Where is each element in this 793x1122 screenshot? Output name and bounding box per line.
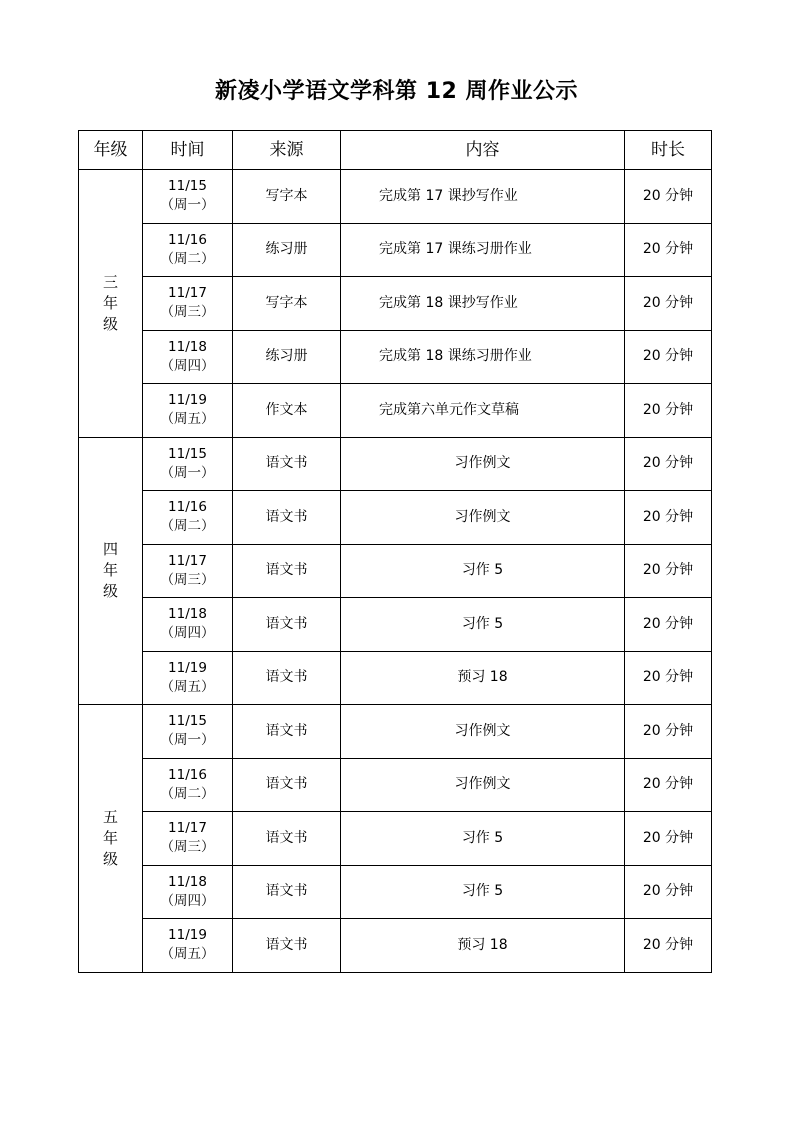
weekday-text: （周一） [160, 732, 215, 749]
date-cell [143, 865, 233, 919]
date-cell [143, 491, 233, 545]
grade-cell [79, 705, 143, 973]
weekday-text: （周二） [160, 518, 215, 535]
source-cell: 语文书 [233, 598, 341, 652]
duration-cell: 20 分钟 [625, 223, 712, 277]
grade-cell [79, 437, 143, 705]
table-row [79, 437, 712, 491]
duration-cell: 20 分钟 [625, 758, 712, 812]
page-title: 新凌小学语文学科第 12 周作业公示 [215, 79, 578, 104]
source-cell: 作文本 [233, 384, 341, 438]
table-row [79, 812, 712, 866]
duration-cell: 20 分钟 [625, 277, 712, 331]
date-cell [143, 705, 233, 759]
date-text: 11/18 [168, 873, 207, 890]
duration-cell: 20 分钟 [625, 919, 712, 973]
table-row [79, 919, 712, 973]
date-text: 11/15 [168, 178, 207, 195]
content-cell: 习作 5 [341, 544, 625, 598]
grade-char: 年 [102, 828, 118, 847]
date-cell [143, 330, 233, 384]
date-text: 11/16 [168, 499, 207, 516]
date-text: 11/19 [168, 659, 207, 676]
date-cell [143, 544, 233, 598]
source-cell: 语文书 [233, 705, 341, 759]
duration-cell: 20 分钟 [625, 491, 712, 545]
table-row [79, 651, 712, 705]
source-cell: 语文书 [233, 544, 341, 598]
date-text: 11/18 [168, 606, 207, 623]
header-content: 内容 [341, 131, 625, 170]
date-cell [143, 651, 233, 705]
grade-char: 年 [102, 561, 118, 580]
table-row [79, 544, 712, 598]
content-cell: 习作例文 [341, 491, 625, 545]
content-cell: 完成第六单元作文草稿 [341, 384, 625, 438]
source-cell: 语文书 [233, 865, 341, 919]
source-cell: 语文书 [233, 437, 341, 491]
date-text: 11/17 [168, 285, 207, 302]
weekday-text: （周一） [160, 464, 215, 481]
date-text: 11/19 [168, 927, 207, 944]
homework-table [78, 130, 712, 973]
duration-cell: 20 分钟 [625, 865, 712, 919]
header-time: 时间 [143, 131, 233, 170]
date-cell [143, 384, 233, 438]
duration-cell: 20 分钟 [625, 812, 712, 866]
date-text: 11/17 [168, 552, 207, 569]
duration-cell: 20 分钟 [625, 705, 712, 759]
weekday-text: （周三） [160, 304, 215, 321]
date-cell [143, 919, 233, 973]
date-cell [143, 277, 233, 331]
content-cell: 预习 18 [341, 651, 625, 705]
source-cell: 语文书 [233, 491, 341, 545]
duration-cell: 20 分钟 [625, 170, 712, 224]
duration-cell: 20 分钟 [625, 598, 712, 652]
date-cell [143, 437, 233, 491]
date-cell [143, 170, 233, 224]
content-cell: 习作 5 [341, 812, 625, 866]
date-cell [143, 812, 233, 866]
source-cell: 练习册 [233, 330, 341, 384]
content-cell: 完成第 17 课练习册作业 [341, 223, 625, 277]
weekday-text: （周三） [160, 571, 215, 588]
content-cell: 习作例文 [341, 758, 625, 812]
date-text: 11/17 [168, 820, 207, 837]
source-cell: 语文书 [233, 812, 341, 866]
grade-char: 四 [102, 540, 118, 559]
date-text: 11/16 [168, 766, 207, 783]
weekday-text: （周四） [160, 357, 215, 374]
duration-cell: 20 分钟 [625, 437, 712, 491]
table-row [79, 598, 712, 652]
duration-cell: 20 分钟 [625, 330, 712, 384]
date-text: 11/15 [168, 713, 207, 730]
date-cell [143, 223, 233, 277]
content-cell: 完成第 17 课抄写作业 [341, 170, 625, 224]
grade-char: 三 [102, 272, 118, 291]
content-cell: 习作 5 [341, 865, 625, 919]
header-duration: 时长 [625, 131, 712, 170]
date-text: 11/16 [168, 231, 207, 248]
grade-cell [79, 170, 143, 438]
weekday-text: （周二） [160, 785, 215, 802]
source-cell: 写字本 [233, 277, 341, 331]
table-row [79, 330, 712, 384]
table-body [79, 170, 712, 973]
table-row [79, 865, 712, 919]
content-cell: 习作 5 [341, 598, 625, 652]
date-cell [143, 598, 233, 652]
weekday-text: （周四） [160, 892, 215, 909]
table-row [79, 705, 712, 759]
grade-char: 年 [102, 293, 118, 312]
duration-cell: 20 分钟 [625, 384, 712, 438]
duration-cell: 20 分钟 [625, 651, 712, 705]
weekday-text: （周三） [160, 839, 215, 856]
weekday-text: （周二） [160, 250, 215, 267]
source-cell: 语文书 [233, 651, 341, 705]
source-cell: 练习册 [233, 223, 341, 277]
content-cell: 完成第 18 课练习册作业 [341, 330, 625, 384]
header-row [79, 131, 712, 170]
content-cell: 习作例文 [341, 437, 625, 491]
table-row [79, 223, 712, 277]
weekday-text: （周一） [160, 197, 215, 214]
grade-char: 级 [102, 314, 118, 333]
source-cell: 语文书 [233, 919, 341, 973]
header-grade: 年级 [79, 131, 143, 170]
content-cell: 完成第 18 课抄写作业 [341, 277, 625, 331]
grade-char: 五 [102, 807, 118, 826]
table-row [79, 170, 712, 224]
date-text: 11/19 [168, 392, 207, 409]
table-row [79, 384, 712, 438]
table-row [79, 491, 712, 545]
date-cell [143, 758, 233, 812]
duration-cell: 20 分钟 [625, 544, 712, 598]
content-cell: 预习 18 [341, 919, 625, 973]
table-row [79, 758, 712, 812]
source-cell: 语文书 [233, 758, 341, 812]
content-cell: 习作例文 [341, 705, 625, 759]
weekday-text: （周五） [160, 411, 215, 428]
date-text: 11/15 [168, 445, 207, 462]
header-source: 来源 [233, 131, 341, 170]
grade-char: 级 [102, 849, 118, 868]
date-text: 11/18 [168, 338, 207, 355]
weekday-text: （周五） [160, 678, 215, 695]
grade-char: 级 [102, 582, 118, 601]
weekday-text: （周五） [160, 946, 215, 963]
table-row [79, 277, 712, 331]
weekday-text: （周四） [160, 625, 215, 642]
source-cell: 写字本 [233, 170, 341, 224]
